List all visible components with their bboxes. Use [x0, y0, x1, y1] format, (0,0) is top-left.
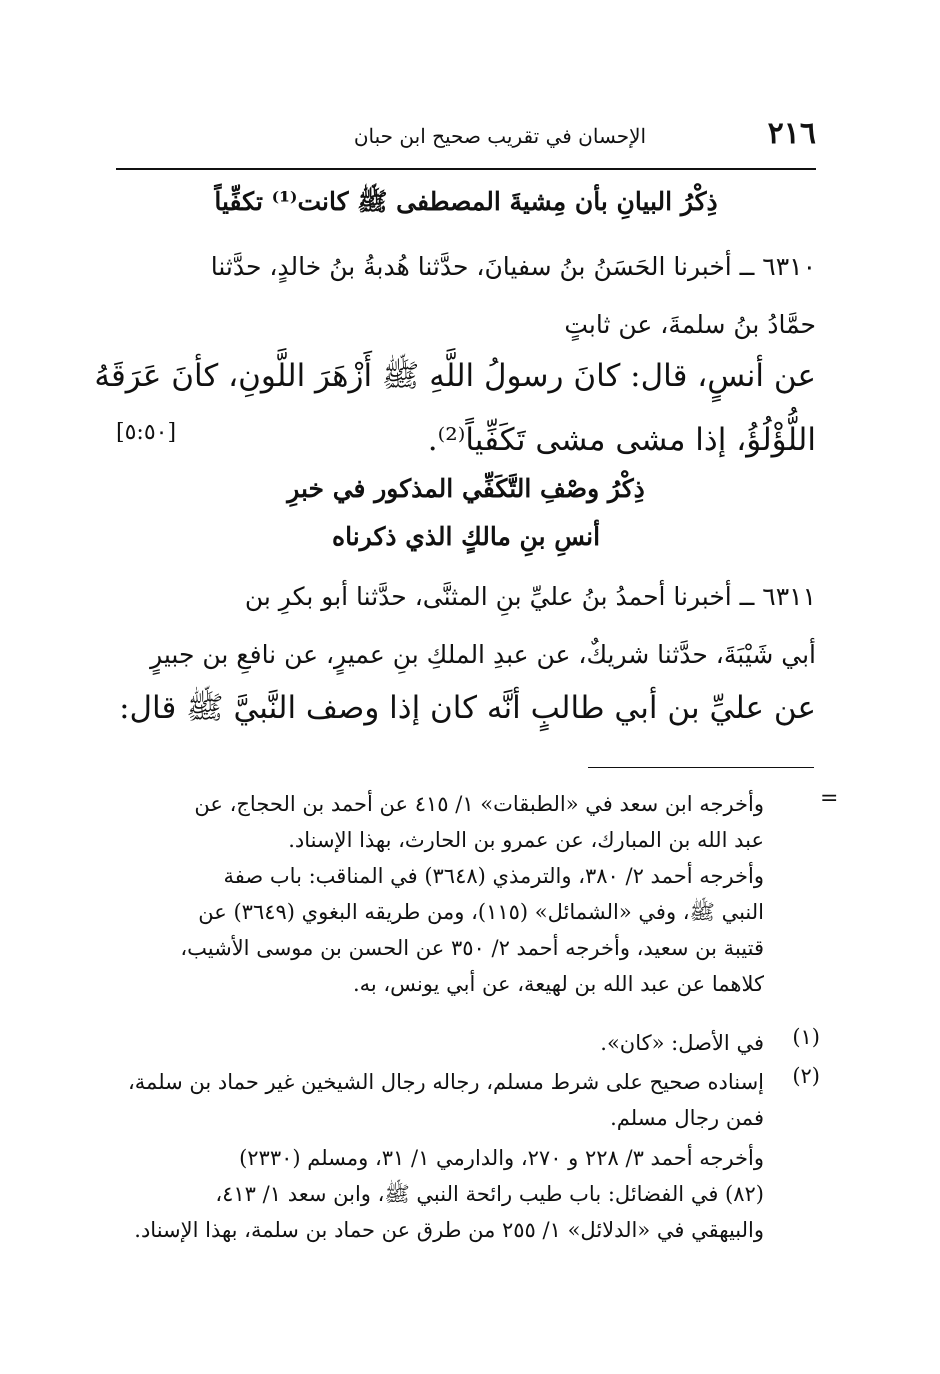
footnote-line: (٨٢) في الفضائل: باب طيب رائحة النبي ﷺ، وابن سعد ١/ ٤١٣،	[215, 1182, 764, 1206]
footnote-line: في الأصل: «كان».	[600, 1031, 764, 1055]
isnad-line: حمَّادُ بنُ سلمةَ، عن ثابتٍ	[564, 310, 816, 339]
section-heading-line: أنسِ بنِ مالكٍ الذي ذكرناه	[331, 522, 601, 551]
footnote-number: (٢)	[792, 1064, 820, 1088]
footnote-line: النبي ﷺ، وفي «الشمائل» (١١٥)، ومن طريقه البغوي (٣٦٤٩) عن	[198, 900, 764, 924]
footnote-line: كلاهما عن عبد الله بن لهيعة، عن أبي يونس، به.	[352, 972, 764, 996]
footnote-line: إسناده صحيح على شرط مسلم، رجاله رجال الشيخين غير حماد بن سلمة،	[128, 1070, 764, 1094]
footnote-line: والبيهقي في «الدلائل» ١/ ٢٥٥ من طرق عن حماد بن سلمة، بهذا الإسناد.	[134, 1218, 764, 1242]
hadith-matn	[116, 676, 816, 740]
footnote-divider	[588, 767, 814, 768]
footnote-line: وأخرجه أحمد ٢/ ٣٨٠، والترمذي (٣٦٤٨) في المناقب: باب صفة	[223, 864, 764, 888]
header-divider	[116, 168, 816, 170]
footnote-1	[124, 1025, 764, 1061]
hadith-reference: [٥:٥٠]	[116, 420, 177, 445]
running-book-title: الإحسان في تقريب صحيح ابن حبان	[353, 124, 647, 148]
continuation-mark: =	[820, 786, 839, 811]
footnote-line: قتيبة بن سعيد، وأخرجه أحمد ٢/ ٣٥٠ عن الحسن بن موسى الأشيب،	[180, 936, 764, 960]
footnote-2	[124, 1064, 764, 1136]
page-number: ٢١٦	[767, 116, 816, 151]
isnad-line: ٦٣١١ ــ أخبرنا أحمدُ بنُ عليِّ بنِ المثنَّى، حدَّثنا أبو بكرِ بن	[244, 582, 816, 611]
footnote-number: (١)	[792, 1025, 820, 1049]
hadith-matn	[94, 344, 816, 472]
footnote-line: وأخرجه ابن سعد في «الطبقات» ١/ ٤١٥ عن أحمد بن الحجاج، عن	[194, 792, 764, 816]
matn-line: عن أنسٍ، قال: كانَ رسولُ اللَّهِ ﷺ أَزْهَرَ اللَّونِ، كأنَ عَرَقَهُ	[94, 358, 816, 394]
footnote-line: وأخرجه أحمد ٣/ ٢٢٨ و ٢٧٠، والدارمي ١/ ٣١، ومسلم (٢٣٣٠)	[239, 1146, 764, 1170]
isnad-line: ٦٣١٠ ــ أخبرنا الحَسَنُ بنُ سفيانَ، حدَّثنا هُدبةُ بنُ خالدٍ، حدَّثنا	[210, 252, 816, 281]
footnote-continuation	[124, 786, 764, 1002]
footnote-line: عبد الله بن المبارك، عن عمرو بن الحارث، بهذا الإسناد.	[288, 828, 764, 852]
hadith-isnad	[116, 238, 816, 354]
isnad-line: أبي شَيْبَةَ، حدَّثنا شريكٌ، عن عبدِ الملكِ بنِ عميرٍ، عن نافعِ بن جبيرٍ	[150, 640, 816, 669]
hadith-isnad	[116, 568, 816, 684]
footnote-line: فمن رجال مسلم.	[610, 1106, 764, 1130]
matn-line: عن عليِّ بن أبي طالبٍ أنَّه كان إذا وصف النَّبيَّ ﷺ قال:	[119, 690, 816, 726]
section-heading: ذِكْرُ البيانِ بأن مِشيةَ المصطفى ﷺ كانت⁽¹⁾ تكفِّياً	[214, 187, 718, 216]
footnote-2-continued	[124, 1140, 764, 1248]
section-heading-line: ذِكْرُ وصْفِ التَّكَفِّي المذكور في خبرِ	[287, 474, 645, 503]
matn-line: اللُّؤْلُؤُ، إذا مشى مشى تَكَفِّياً⁽²⁾.	[427, 422, 816, 458]
